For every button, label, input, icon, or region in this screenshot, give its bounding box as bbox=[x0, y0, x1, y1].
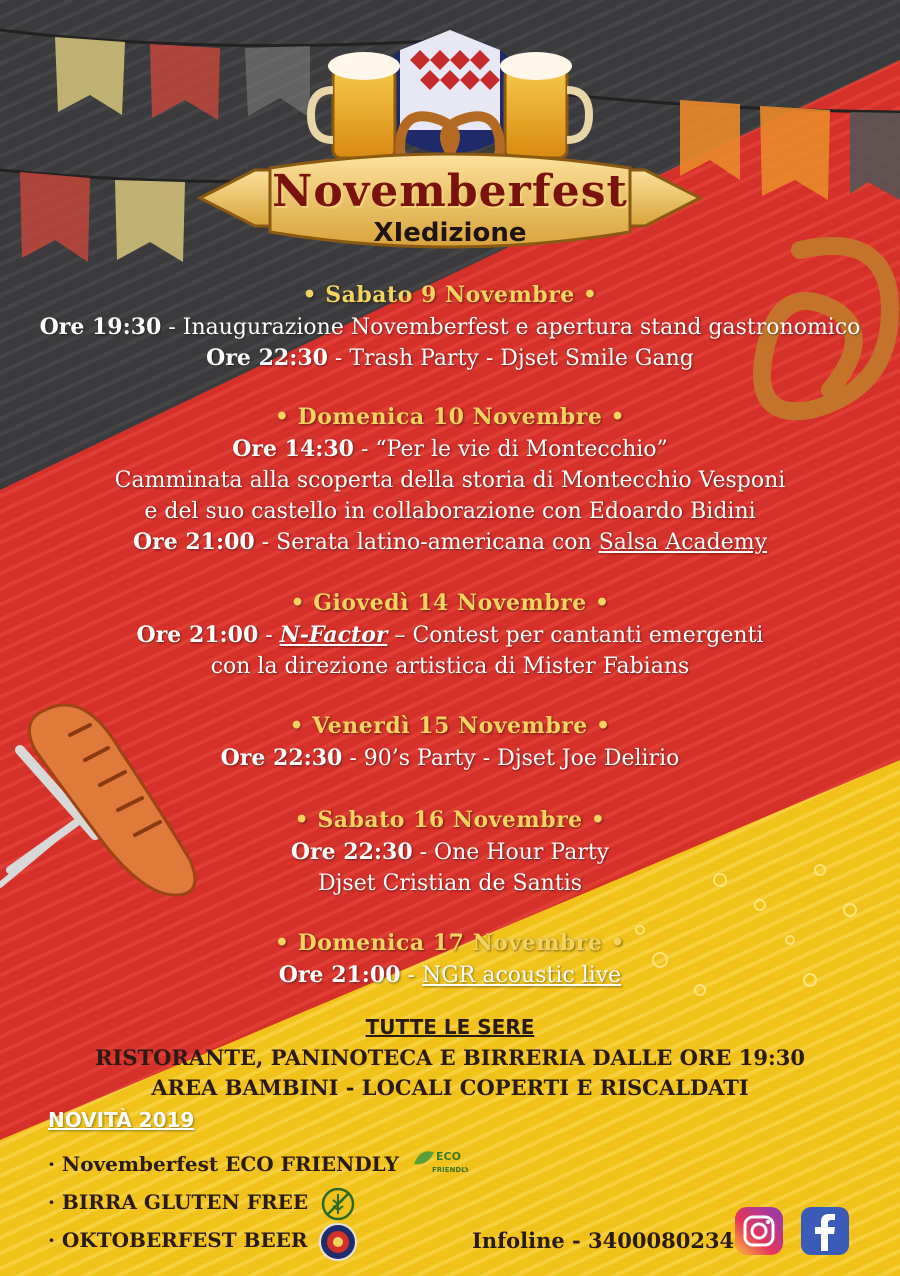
event-day-6: • Domenica 17 Novembre • bbox=[274, 930, 626, 956]
event-line: Djset Cristian de Santis bbox=[317, 871, 583, 896]
instagram-icon[interactable] bbox=[734, 1206, 784, 1256]
every-night-line-1: RISTORANTE, PANINOTECA E BIRRERIA DALLE ORE 19:30 bbox=[95, 1045, 805, 1070]
event-day-2: • Domenica 10 Novembre • bbox=[274, 404, 626, 430]
ngr-acoustic-link[interactable]: NGR acoustic live bbox=[421, 963, 622, 988]
news-heading: NOVITÀ 2019 bbox=[48, 1108, 195, 1132]
event-line: e del suo castello in collaborazione con Edoardo Bidini bbox=[144, 499, 756, 524]
event-line: Ore 22:30 - One Hour Party bbox=[290, 839, 610, 865]
infoline: Infoline - 3400080234 bbox=[472, 1228, 735, 1253]
event-day-4: • Venerdì 15 Novembre • bbox=[289, 713, 611, 739]
event-line: Ore 19:30 - Inaugurazione Novemberfest e apertura stand gastronomico bbox=[39, 314, 861, 340]
event-line: Ore 22:30 - Trash Party - Djset Smile Gang bbox=[206, 345, 694, 371]
event-day-5: • Sabato 16 Novembre • bbox=[294, 807, 606, 833]
event-line: Ore 21:00 - NGR acoustic live bbox=[278, 962, 622, 988]
event-title: Novemberfest bbox=[272, 166, 628, 217]
news-item-eco: · Novemberfest ECO FRIENDLY bbox=[48, 1152, 399, 1176]
n-factor-link[interactable]: N-Factor bbox=[279, 622, 388, 648]
event-day-3: • Giovedì 14 Novembre • bbox=[290, 590, 610, 616]
beer-brand-icon bbox=[318, 1222, 358, 1262]
event-line: Ore 21:00 - N-Factor – Contest per cantanti emergenti bbox=[136, 622, 764, 648]
news-item-gluten-free: · BIRRA GLUTEN FREE bbox=[48, 1190, 309, 1214]
svg-text:ECO: ECO bbox=[436, 1150, 461, 1163]
event-edition: XIedizione bbox=[373, 218, 527, 248]
event-line: Ore 22:30 - 90’s Party - Djset Joe Delirio bbox=[220, 745, 680, 771]
facebook-icon[interactable] bbox=[800, 1206, 850, 1256]
event-line: Ore 14:30 - “Per le vie di Montecchio” bbox=[232, 436, 668, 462]
gluten-free-icon bbox=[320, 1186, 356, 1222]
every-night-line-2: AREA BAMBINI - LOCALI COPERTI E RISCALDATI bbox=[151, 1075, 749, 1100]
eco-friendly-icon bbox=[410, 1146, 468, 1178]
news-item-oktoberfest-beer: · OKTOBERFEST BEER bbox=[48, 1228, 308, 1252]
svg-text:FRIENDLY: FRIENDLY bbox=[432, 1166, 468, 1174]
event-line: Ore 21:00 - Serata latino-americana con Salsa Academy bbox=[132, 529, 768, 555]
event-line: Camminata alla scoperta della storia di Montecchio Vesponi bbox=[114, 468, 786, 493]
event-line: con la direzione artistica di Mister Fabians bbox=[210, 654, 690, 679]
event-day-1: • Sabato 9 Novembre • bbox=[302, 282, 598, 308]
salsa-academy-link[interactable]: Salsa Academy bbox=[598, 530, 768, 555]
every-night-heading: TUTTE LE SERE bbox=[365, 1015, 535, 1039]
